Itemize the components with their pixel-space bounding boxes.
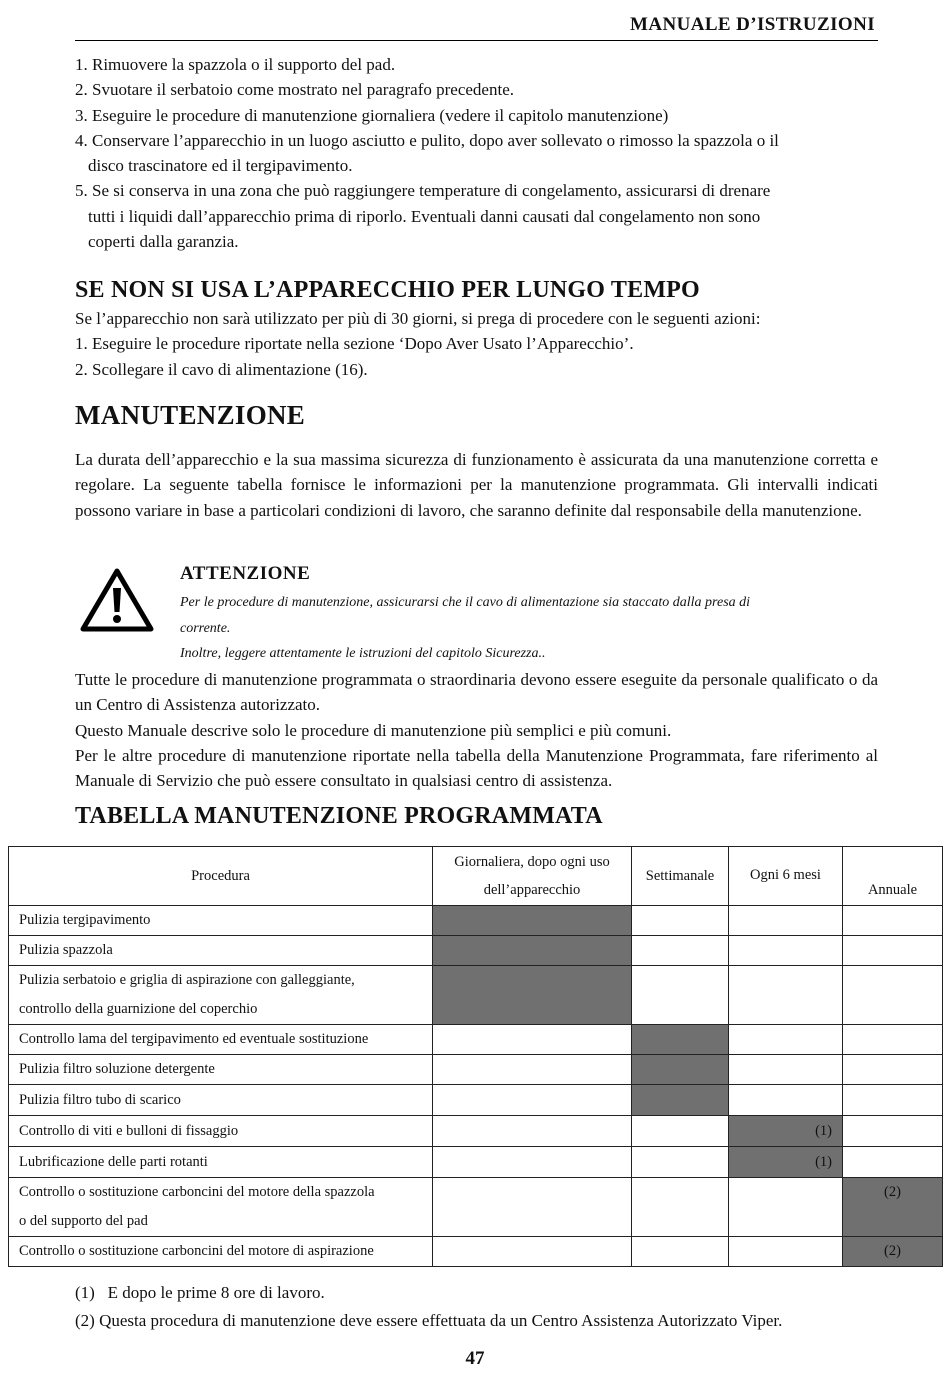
warning-line: Per le procedure di manutenzione, assicurarsi che il cavo di alimentazione sia staccato dalla presa di [180,595,751,610]
warning-line: corrente. [180,620,231,636]
yearly-cell [843,1025,943,1055]
list-item: 1. Rimuovere la spazzola o il supporto del pad. [75,55,396,74]
maintenance-paragraph [75,447,878,523]
six-months-cell-marked: (1) [729,1116,843,1147]
six-months-cell [729,1237,843,1267]
daily-cell [433,1178,632,1237]
six-months-cell [729,936,843,966]
list-item: 5. Se si conserva in una zona che può raggiungere temperature di congelamento, assicurarsi di drenare [75,181,771,201]
yearly-cell [843,936,943,966]
procedure-cell: Pulizia tergipavimento [9,906,433,936]
procedure-cell [9,966,433,1025]
after-warning-text [75,667,878,793]
six-months-cell-marked: (1) [729,1147,843,1178]
header-title: MANUALE D’ISTRUZIONI [630,14,875,35]
intro-list [75,52,878,254]
table-heading: TABELLA MANUTENZIONE PROGRAMMATA [75,803,603,829]
warning-title: ATTENZIONE [180,563,311,584]
procedure-line: Controllo o sostituzione carboncini del motore della spazzola [19,1184,375,1200]
yearly-cell-marked: (2) [843,1237,943,1267]
paragraph-text: Per le altre procedure di manutenzione riportate nella tabella della Manutenzione Programmata, fare riferimento al Manuale di Servizio che può essere consultato in qualsiasi centro di assistenza. [75,745,878,791]
column-header-yearly: Annuale [843,847,943,906]
warning-line: Inoltre, leggere attentamente le istruzioni del capitolo Sicurezza.. [180,646,546,661]
daily-cell-marked [433,966,632,1025]
list-item: 2. Scollegare il cavo di alimentazione (16). [75,359,368,379]
procedure-cell: Controllo lama del tergipavimento ed eventuale sostituzione [9,1025,433,1055]
table-row [9,906,943,936]
weekly-cell [632,936,729,966]
six-months-cell [729,1055,843,1085]
procedure-cell: Controllo di viti e bulloni di fissaggio [9,1116,433,1147]
yearly-cell [843,1116,943,1147]
footnote: (2) Questa procedura di manutenzione deve essere effettuata da un Centro Assistenza Autorizzato Viper. [75,1311,783,1330]
procedure-line: Pulizia serbatoio e griglia di aspirazione con galleggiante, [19,972,355,988]
yearly-cell [843,966,943,1025]
maintenance-heading: MANUTENZIONE [75,400,306,430]
table-row [9,1147,943,1178]
table-row [9,1025,943,1055]
column-header-weekly: Settimanale [632,847,729,906]
procedure-cell [9,1178,433,1237]
list-item: 4. Conservare l’apparecchio in un luogo asciutto e pulito, dopo aver sollevato o rimosso la spazzola o il [75,130,779,150]
table-notes [75,1279,895,1335]
yearly-cell [843,906,943,936]
weekly-cell [632,906,729,936]
list-item-continuation: disco trascinatore ed il tergipavimento. [88,156,353,176]
table-row [9,966,943,1025]
table-row [9,936,943,966]
column-header-six-months: Ogni 6 mesi [729,847,843,906]
table-row [9,1055,943,1085]
six-months-cell [729,1025,843,1055]
list-item: 1. Eseguire le procedure riportate nella sezione ‘Dopo Aver Usato l’Apparecchio’. [75,334,634,354]
six-months-cell [729,1178,843,1237]
table-row [9,1237,943,1267]
warning-text [180,590,870,667]
daily-cell [433,1147,632,1178]
maintenance-table [8,846,943,1267]
page-number: 47 [465,1348,485,1369]
page-header [75,12,878,41]
weekly-cell-marked [632,1055,729,1085]
long-time-heading: SE NON SI USA L’APPARECCHIO PER LUNGO TEMPO [75,277,700,303]
six-months-cell [729,1085,843,1116]
procedure-line: controllo della guarnizione del coperchio [19,1001,258,1017]
list-item-continuation: tutti i liquidi dall’apparecchio prima di riporlo. Eventuali danni causati dal congelamento non sono [88,206,761,226]
column-header-daily-line: Giornaliera, dopo ogni uso [454,854,610,870]
weekly-cell [632,1147,729,1178]
yearly-cell [843,1085,943,1116]
procedure-cell: Lubrificazione delle parti rotanti [9,1147,433,1178]
yearly-cell [843,1147,943,1178]
procedure-cell: Controllo o sostituzione carboncini del motore di aspirazione [9,1237,433,1267]
table-row [9,1178,943,1237]
paragraph-text: Questo Manuale descrive solo le procedure di manutenzione più semplici e più comuni. [75,720,672,740]
weekly-cell-marked [632,1025,729,1055]
daily-cell [433,1116,632,1147]
table-row [9,1116,943,1147]
weekly-cell [632,1116,729,1147]
footnote: (1) E dopo le prime 8 ore di lavoro. [75,1283,325,1302]
weekly-cell-marked [632,1085,729,1116]
table-row [9,1085,943,1116]
column-header-daily-line: dell’apparecchio [483,882,581,898]
paragraph-text: La durata dell’apparecchio e la sua massima sicurezza di funzionamento è assicurata da una manutenzione corretta e regolare. La seguente tabella fornisce le informazioni per la manutenzione programmata. Gli intervalli indicati possono variare in base a particolari condizioni di lavoro, che saranno definite dal responsabile della manutenzione. [75,450,878,520]
six-months-cell [729,966,843,1025]
weekly-cell [632,1237,729,1267]
daily-cell-marked [433,906,632,936]
paragraph-line: Se l’apparecchio non sarà utilizzato per più di 30 giorni, si prega di procedere con le seguenti azioni: [75,309,761,328]
paragraph-text: Tutte le procedure di manutenzione programmata o straordinaria devono essere eseguite da personale qualificato o da un Centro di Assistenza autorizzato. [75,670,878,715]
daily-cell [433,1237,632,1267]
list-item: 3. Eseguire le procedure di manutenzione giornaliera (vedere il capitolo manutenzione) [75,105,669,125]
weekly-cell [632,966,729,1025]
warning-triangle-icon [80,568,154,632]
column-header-procedure: Procedura [9,847,433,906]
list-item: 2. Svuotare il serbatoio come mostrato nel paragrafo precedente. [75,80,514,100]
list-item-continuation: coperti dalla garanzia. [88,232,239,252]
daily-cell-marked [433,936,632,966]
weekly-cell [632,1178,729,1237]
procedure-cell: Pulizia spazzola [9,936,433,966]
procedure-cell: Pulizia filtro soluzione detergente [9,1055,433,1085]
six-months-cell [729,906,843,936]
table-header-row [9,847,943,906]
column-header-daily [433,847,632,906]
daily-cell [433,1085,632,1116]
procedure-line: o del supporto del pad [19,1213,148,1229]
yearly-cell-marked: (2) [843,1178,943,1237]
yearly-cell [843,1055,943,1085]
daily-cell [433,1025,632,1055]
long-time-text [75,306,878,382]
procedure-cell: Pulizia filtro tubo di scarico [9,1085,433,1116]
daily-cell [433,1055,632,1085]
